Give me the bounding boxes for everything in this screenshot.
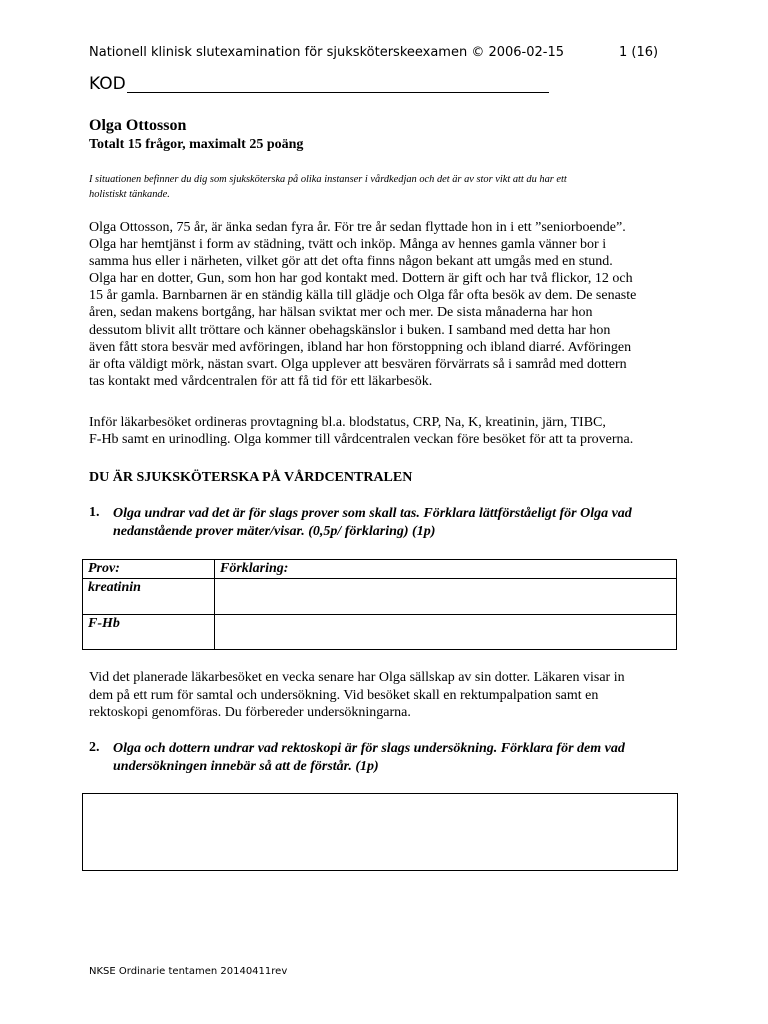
case-paragraph-1 [89,219,689,390]
totals-line: Totalt 15 frågor, maximalt 25 poäng [89,137,304,152]
text-line: är ofta väldigt mörk, nästan svart. Olga upplever att besvären förvärrats så i samråd med dottern [89,356,627,372]
text-line: tas kontakt med vårdcentralen för att få tid för ett läkarbesök. [89,373,433,389]
text-line: Olga har hemtjänst i form av städning, tvätt och inköp. Många av hennes gamla vänner bor i [89,237,607,253]
text-line: åren, sedan makens bortgång, har hälsan sviktat mer och mer. De sista månaderna har hon [89,305,593,321]
kod-label: KOD [89,74,126,94]
text-line: dessutom blivit allt tröttare och känner obehagskänslor i buken. I samband med detta har hon [89,322,611,338]
table-row [83,615,677,650]
explanation-answer-cell[interactable] [215,579,677,615]
text-line: Olga Ottosson, 75 år, är änka sedan fyra år. För tre år sedan flyttade hon in i ett ”seniorboende”. [89,220,626,235]
text-line: samma hus eller i närheten, vilket gör att det ofta finns någon bekant att umgås med en stund. [89,254,613,270]
text-line: Inför läkarbesöket ordineras provtagning bl.a. blodstatus, CRP, Na, K, kreatinin, järn, TIBC, [89,415,606,430]
patient-name: Olga Ottosson [89,117,187,134]
case-paragraph-2 [89,414,689,448]
question-line: nedanstående prover mäter/visar. (0,5p/ förklaring) (1p) [113,523,436,539]
question-2-number: 2. [89,740,100,755]
case-paragraph-3 [89,669,689,722]
col-header-prov: Prov: [83,560,215,579]
prov-cell: F-Hb [83,615,215,650]
header-title: Nationell klinisk slutexamination för sjuksköterskeexamen © 2006-02-15 [89,45,565,60]
text-line: 15 år gamla. Barnbarnen är en ständig källa till glädje och Olga får ofta besök av dem. De senaste [89,288,637,304]
kod-field [89,74,559,96]
table-row [83,579,677,615]
question-2-text [113,740,683,775]
question-line: Olga och dottern undrar vad rektoskopi är för slags undersökning. Förklara för dem vad [113,741,625,756]
text-line: Olga har en dotter, Gun, som hon har god kontakt med. Dottern är gift och har två flickor, 12 och [89,271,633,287]
question-1-number: 1. [89,505,100,520]
page-number: 1 (16) [619,45,659,60]
question-1-text [113,505,683,540]
intro-line: I situationen befinner du dig som sjuksköterska på olika instanser i vårdkedjan och det är av stor vikt att du har ett [89,174,567,185]
text-line: även fått stora besvär med avföringen, ibland har hon förstoppning och ibland diarré. Avföringen [89,339,632,355]
intro-line: holistiskt tänkande. [89,189,170,200]
question-line: Olga undrar vad det är för slags prover som skall tas. Förklara lättförståeligt för Olga vad [113,506,632,521]
kod-line [127,92,549,93]
question-line: undersökningen innebär så att de förstår. (1p) [113,758,379,774]
footer: NKSE Ordinarie tentamen 20140411rev [89,966,288,977]
text-line: dem på ett rum för samtal och undersökning. Vid besöket skall en rektumpalpation samt en [89,687,599,703]
text-line: rektoskopi genomföras. Du förbereder undersökningarna. [89,705,411,720]
col-header-forklaring: Förklaring: [215,560,677,579]
answer-table [82,559,677,650]
text-line: Vid det planerade läkarbesöket en vecka senare har Olga sällskap av sin dotter. Läkaren visar in [89,670,625,685]
answer-box[interactable] [82,793,678,871]
table-header-row [83,560,677,579]
intro-text [89,172,679,202]
section-heading: DU ÄR SJUKSKÖTERSKA PÅ VÅRDCENTRALEN [89,470,413,485]
text-line: F-Hb samt en urinodling. Olga kommer till vårdcentralen veckan före besöket för att ta proverna. [89,432,634,448]
prov-cell: kreatinin [83,579,215,615]
explanation-answer-cell[interactable] [215,615,677,650]
